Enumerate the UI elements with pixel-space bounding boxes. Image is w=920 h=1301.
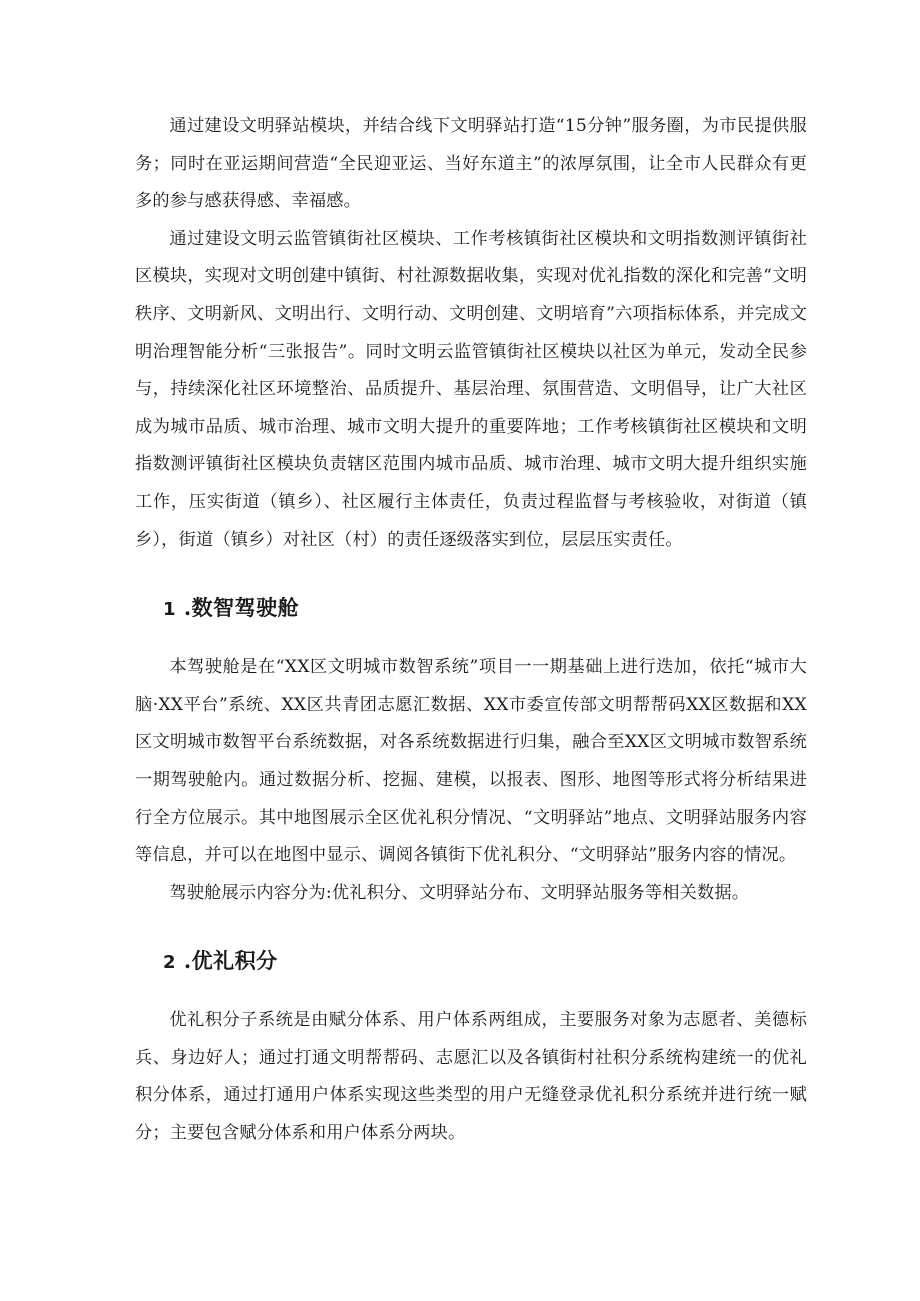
intro-paragraph-2: 通过建设文明云监管镇街社区模块、工作考核镇街社区模块和文明指数测评镇街社区模块，实现对文明创建中镇街、村社源数据收集，实现对优礼指数的深化和完善“文明秩序、文明新风、文明出行、文明行动、文明创建、文明培育”六项指标体系，并完成文明治理智能分析“三张报告”。同时文明云监管镇街社区模块以社区为单元，发动全民参与，持续深化社区环境整治、品质提升、基层治理、氛围营造、文明倡导，让广大社区成为城市品质、城市治理、城市文明大提升的重要阵地；工作考核镇街社区模块和文明指数测评镇街社区模块负责辖区范围内城市品质、城市治理、城市文明大提升组织实施工作，压实街道（镇乡）、社区履行主体责任，负责过程监督与考核验收，对街道（镇乡），街道（镇乡）对社区（村）的责任逐级落实到位，层层压实责任。 <box>135 228 807 550</box>
intro-paragraph-1: 通过建设文明驿站模块，并结合线下文明驿站打造“15分钟”服务圈，为市民提供服务；同时在亚运期间营造“全民迎亚运、当好东道主”的浓厚氛围，让全市人民群众有更多的参与感获得感、幸福感。 <box>135 116 807 212</box>
section-1-heading <box>135 593 807 625</box>
section-1-title: .数智驾驶舱 <box>176 595 300 621</box>
section-1-paragraph-1: 本驾驶舱是在“XX区文明城市数智系统”项目一一期基础上进行迭加，依托“城市大脑·XX平台”系统、XX区共青团志愿汇数据、XX市委宣传部文明帮帮码XX区数据和XX区文明城市数智平台系统数据，对各系统数据进行归集，融合至XX区文明城市数智系统一期驾驶舱内。通过数据分析、挖掘、建模，以报表、图形、地图等形式将分析结果进行全方位展示。其中地图展示全区优礼积分情况、“文明驿站”地点、文明驿站服务内容等信息，并可以在地图中显示、调阅各镇街下优礼积分、“文明驿站”服务内容的情况。 <box>135 657 807 866</box>
section-2-title: .优礼积分 <box>176 948 278 974</box>
document-page <box>135 108 807 1153</box>
section-1-number: 1 <box>163 599 177 621</box>
section-2-paragraph-1: 优礼积分子系统是由赋分体系、用户体系两组成，主要服务对象为志愿者、美德标兵、身边好人；通过打通文明帮帮码、志愿汇以及各镇街村社积分系统构建统一的优礼积分体系，通过打通用户体系实现这些类型的用户无缝登录优礼积分系统并进行统一赋分；主要包含赋分体系和用户体系分两块。 <box>135 1010 807 1144</box>
section-2-heading <box>135 946 807 978</box>
section-2-number: 2 <box>163 952 177 974</box>
section-1-paragraph-2: 驾驶舱展示内容分为:优礼积分、文明驿站分布、文明驿站服务等相关数据。 <box>169 882 750 903</box>
